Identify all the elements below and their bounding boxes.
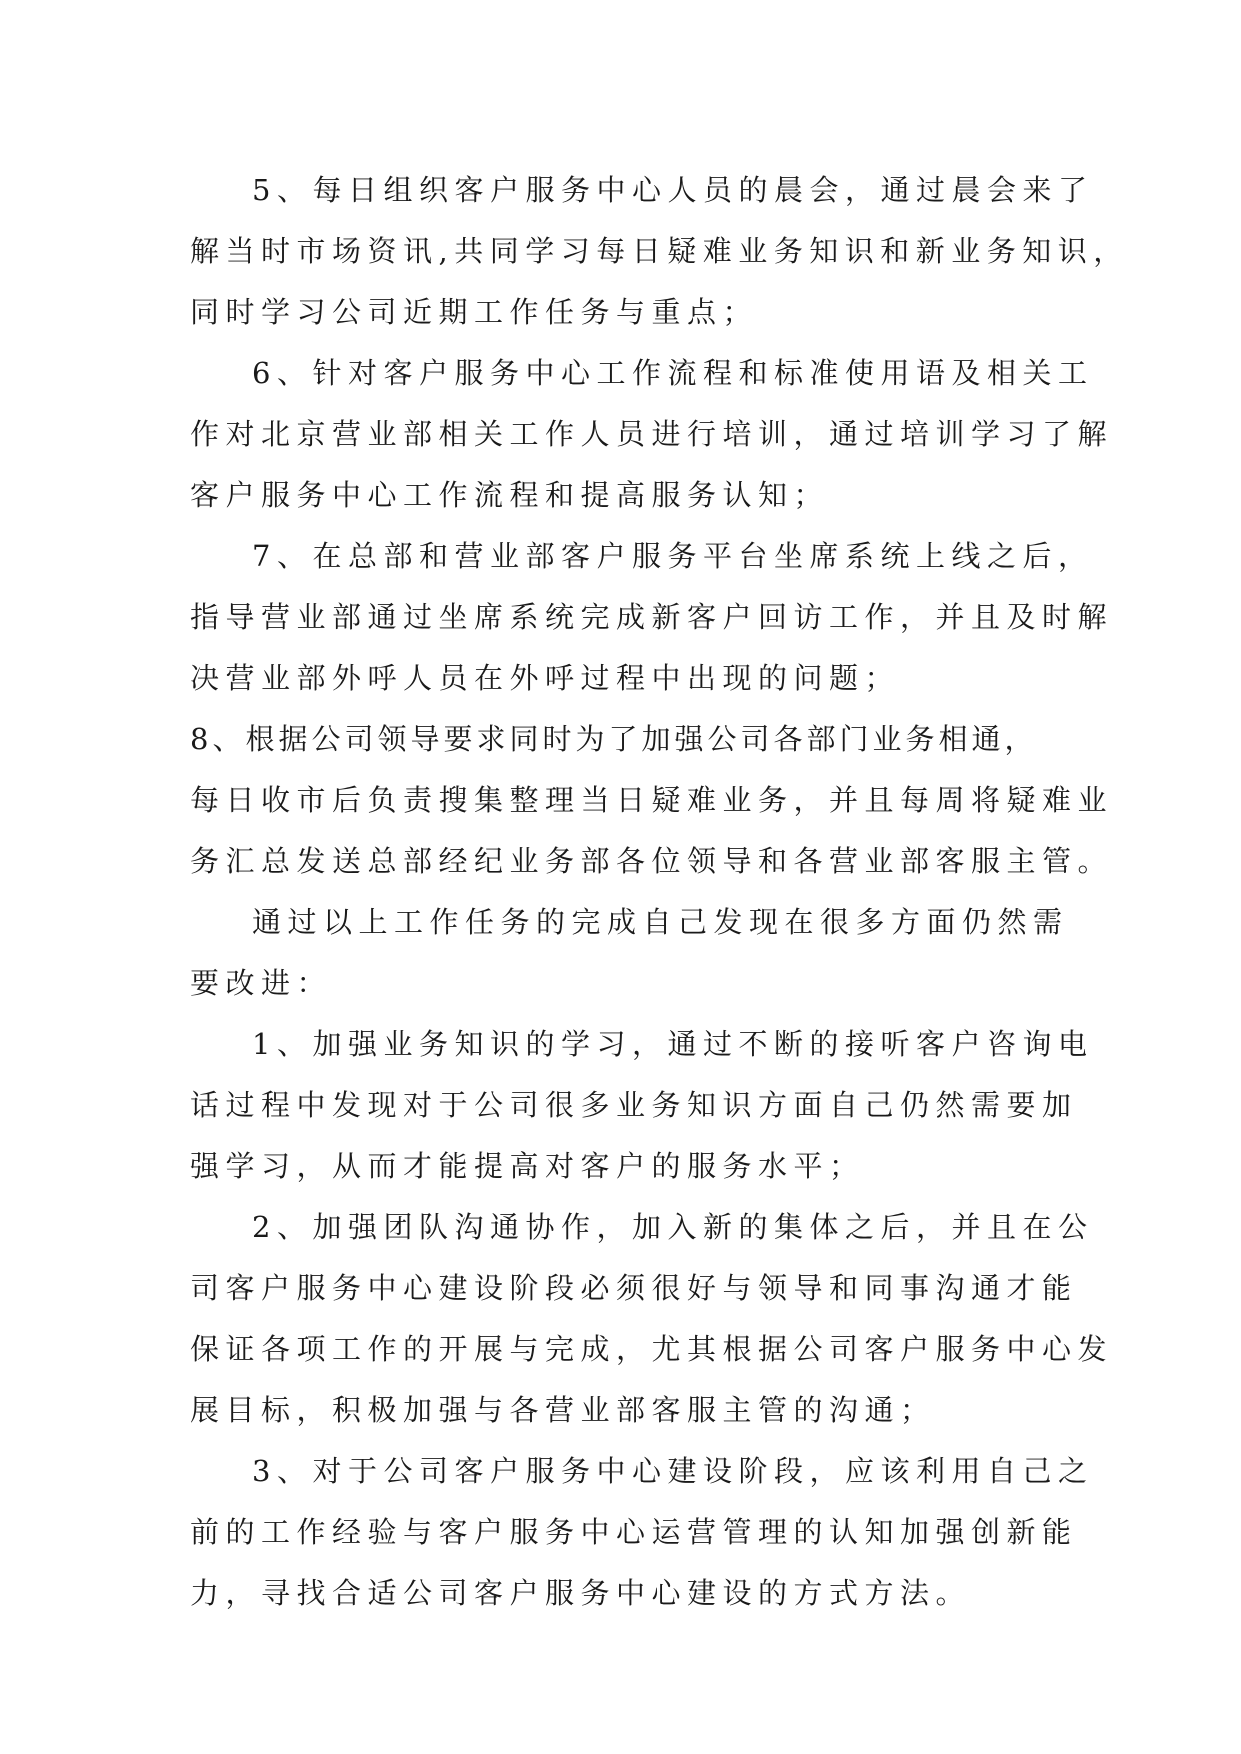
paragraph-improvement-2	[190, 1197, 1114, 1441]
text-line: 作对北京营业部相关工作人员进行培训，通过培训学习了解	[190, 417, 1114, 451]
text-line: 务汇总发送总部经纪业务部各位领导和各营业部客服主管。	[190, 844, 1114, 878]
text-line: 2、加强团队沟通协作，加入新的集体之后，并且在公	[252, 1210, 1094, 1244]
text-line: 3、对于公司客户服务中心建设阶段，应该利用自己之	[252, 1454, 1094, 1488]
text-line: 决营业部外呼人员在外呼过程中出现的问题；	[190, 661, 901, 695]
paragraph-item-5	[190, 160, 1129, 343]
text-line: 通过以上工作任务的完成自己发现在很多方面仍然需	[252, 905, 1069, 939]
text-line: 展目标，积极加强与各营业部客服主管的沟通；	[190, 1393, 936, 1427]
text-line: 6、针对客户服务中心工作流程和标准使用语及相关工	[252, 356, 1094, 390]
document-body	[190, 160, 1129, 1624]
text-line: 指导营业部通过坐席系统完成新客户回访工作，并且及时解	[190, 600, 1114, 634]
text-line: 解当时市场资讯,共同学习每日疑难业务知识和新业务知识，	[190, 234, 1129, 268]
text-line: 每日收市后负责搜集整理当日疑难业务，并且每周将疑难业	[190, 783, 1114, 817]
text-line: 7、在总部和营业部客户服务平台坐席系统上线之后，	[252, 539, 1094, 573]
text-line: 话过程中发现对于公司很多业务知识方面自己仍然需要加	[190, 1088, 1078, 1122]
paragraph-item-8	[190, 709, 1114, 892]
text-line: 8、根据公司领导要求同时为了加强公司各部门业务相通，	[190, 722, 1038, 756]
text-line: 1、加强业务知识的学习，通过不断的接听客户咨询电	[252, 1027, 1094, 1061]
paragraph-improvement-1	[190, 1014, 1094, 1197]
text-line: 客户服务中心工作流程和提高服务认知；	[190, 478, 830, 512]
paragraph-improvement-3	[190, 1441, 1094, 1624]
paragraph-item-7	[190, 526, 1114, 709]
text-line: 要改进：	[190, 966, 333, 1000]
text-line: 同时学习公司近期工作任务与重点；	[190, 295, 759, 329]
paragraph-item-6	[190, 343, 1114, 526]
text-line: 前的工作经验与客户服务中心运营管理的认知加强创新能	[190, 1515, 1078, 1549]
text-line: 司客户服务中心建设阶段必须很好与领导和同事沟通才能	[190, 1271, 1078, 1305]
text-line: 5、每日组织客户服务中心人员的晨会，通过晨会来了	[252, 173, 1094, 207]
paragraph-improvement-intro	[190, 892, 1090, 1014]
text-line: 强学习，从而才能提高对客户的服务水平；	[190, 1149, 865, 1183]
text-line: 保证各项工作的开展与完成，尤其根据公司客户服务中心发	[190, 1332, 1114, 1366]
text-line: 力，寻找合适公司客户服务中心建设的方式方法。	[190, 1576, 972, 1610]
